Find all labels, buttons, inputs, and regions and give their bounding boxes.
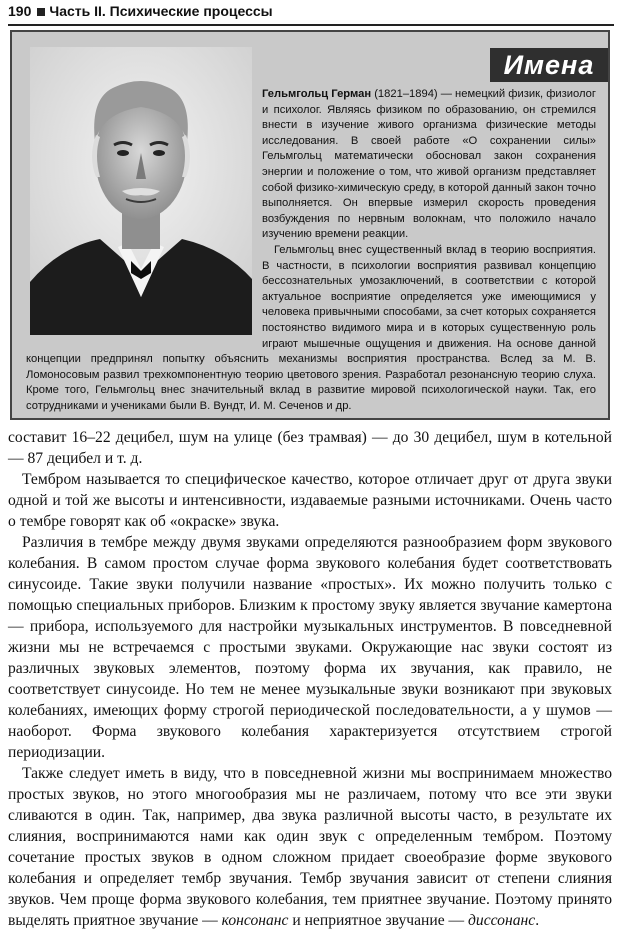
bio-paragraph-2: Гельмгольц внес существенный вклад в теорию восприятия. В частности, в психологии восприятия развивал концепцию бессознательных умозаключений, в соответствии с которой актуальное восприятие определяется уже имеющимися у человека привычными способами, за счет которых сохраняется постоянство видимого мира и в которых существенную роль играют мышечные ощущения и движения. На основе данной концепции предпринял попытку объяснить механизмы восприятия пространства. Вслед за М. В. Ломоносовым развил трехкомпонентную теорию цветового зрения. Разработал резонансную теорию слуха. Кроме того, Гельмгольц внес значительный вклад в развитие мировой психологической науки. Так, его сотрудниками и учениками были В. Вундт, И. М. Сеченов и др.: [26, 243, 596, 412]
names-tab-label: Имена: [490, 48, 608, 82]
paragraph-timbre-definition: Тембром называется то специфическое качество, которое отличает друг от друга звуки одной и той же высоты и интенсивности, издаваемые разными источниками. Очень часто о тембре говорят как об «окраске» звука.: [8, 471, 612, 530]
biography-text: [26, 87, 596, 414]
paragraph-continuation: составит 16–22 децибел, шум на улице (без трамвая) — до 30 децибел, шум в котельной — 87 децибел и т. д.: [8, 429, 612, 467]
bio-lead: (1821–1894) — немецкий физик, физиолог и психолог. Являясь физиком по образованию, он стремился внести в изучение живого организма физические методы исследования. В своей работе «О сохранении силы» Гельмгольц математически обосновал закон сохранения энергии и положение о том, что живой организм представляет собой физико-химическую среду, в которой данный закон точно выполняется. Он впервые измерил скорость проведения возбуждения по нервным волокнам, что положило начало изучению времени реакции.: [262, 88, 596, 241]
running-head: [8, 2, 614, 26]
term-consonance: консонанс: [221, 912, 289, 929]
square-bullet-icon: [37, 8, 45, 16]
term-dissonance: диссонанс: [468, 912, 536, 929]
names-sidebar: [10, 30, 610, 420]
paragraph-sound-fusion-main: Также следует иметь в виду, что в повседневной жизни мы воспринимаем множество простых звуков, но этого многообразия мы не различаем, потому что все эти звуки сливаются в один. Так, например, два звука различной высоты часто, в результате их слияния, воспринимаются нами как один звук с определенным тембром. Поэтому сочетание простых звуков в одном сложном придает своеобразие форме звукового колебания и определяет тембр звучания. Тембр звучания зависит от степени слияния звуков. Чем проще форма звукового колебания, тем приятнее звучание. Поэтому принято выделять приятное звучание —: [8, 765, 612, 929]
main-text: [8, 427, 612, 931]
paragraph-sound-fusion-end: .: [535, 912, 540, 929]
section-title: Часть II. Психические процессы: [49, 3, 273, 19]
paragraph-timbre-differences: Различия в тембре между двумя звуками определяются разнообразием форм звукового колебания. В самом простом случае форма звукового колебания будет соответствовать синусоиде. Такие звуки получили название «простых». Их можно получить только с помощью специальных приборов. Близким к простому звуку является звучание камертона — прибора, используемого для настройки музыкальных инструментов. В повседневной жизни мы не встречаемся с простыми звуками. Окружающие нас звуки состоят из различных звуковых элементов, поэтому форма их звучания, как правило, не соответствует синусоиде. Но тем не менее музыкальные звуки возникают при звуковых колебаниях, имеющих форму строгой периодической последовательности, а у шумов — наоборот. Форма звукового колебания характеризуется отсутствием строгой периодизации.: [8, 534, 612, 761]
paragraph-sound-fusion-mid: и неприятное звучание —: [292, 912, 465, 929]
bio-name: Гельмгольц Герман: [262, 88, 372, 100]
page-number: 190: [8, 3, 32, 19]
portrait-spacer: [26, 87, 262, 337]
paragraph-sound-fusion: [8, 763, 612, 931]
